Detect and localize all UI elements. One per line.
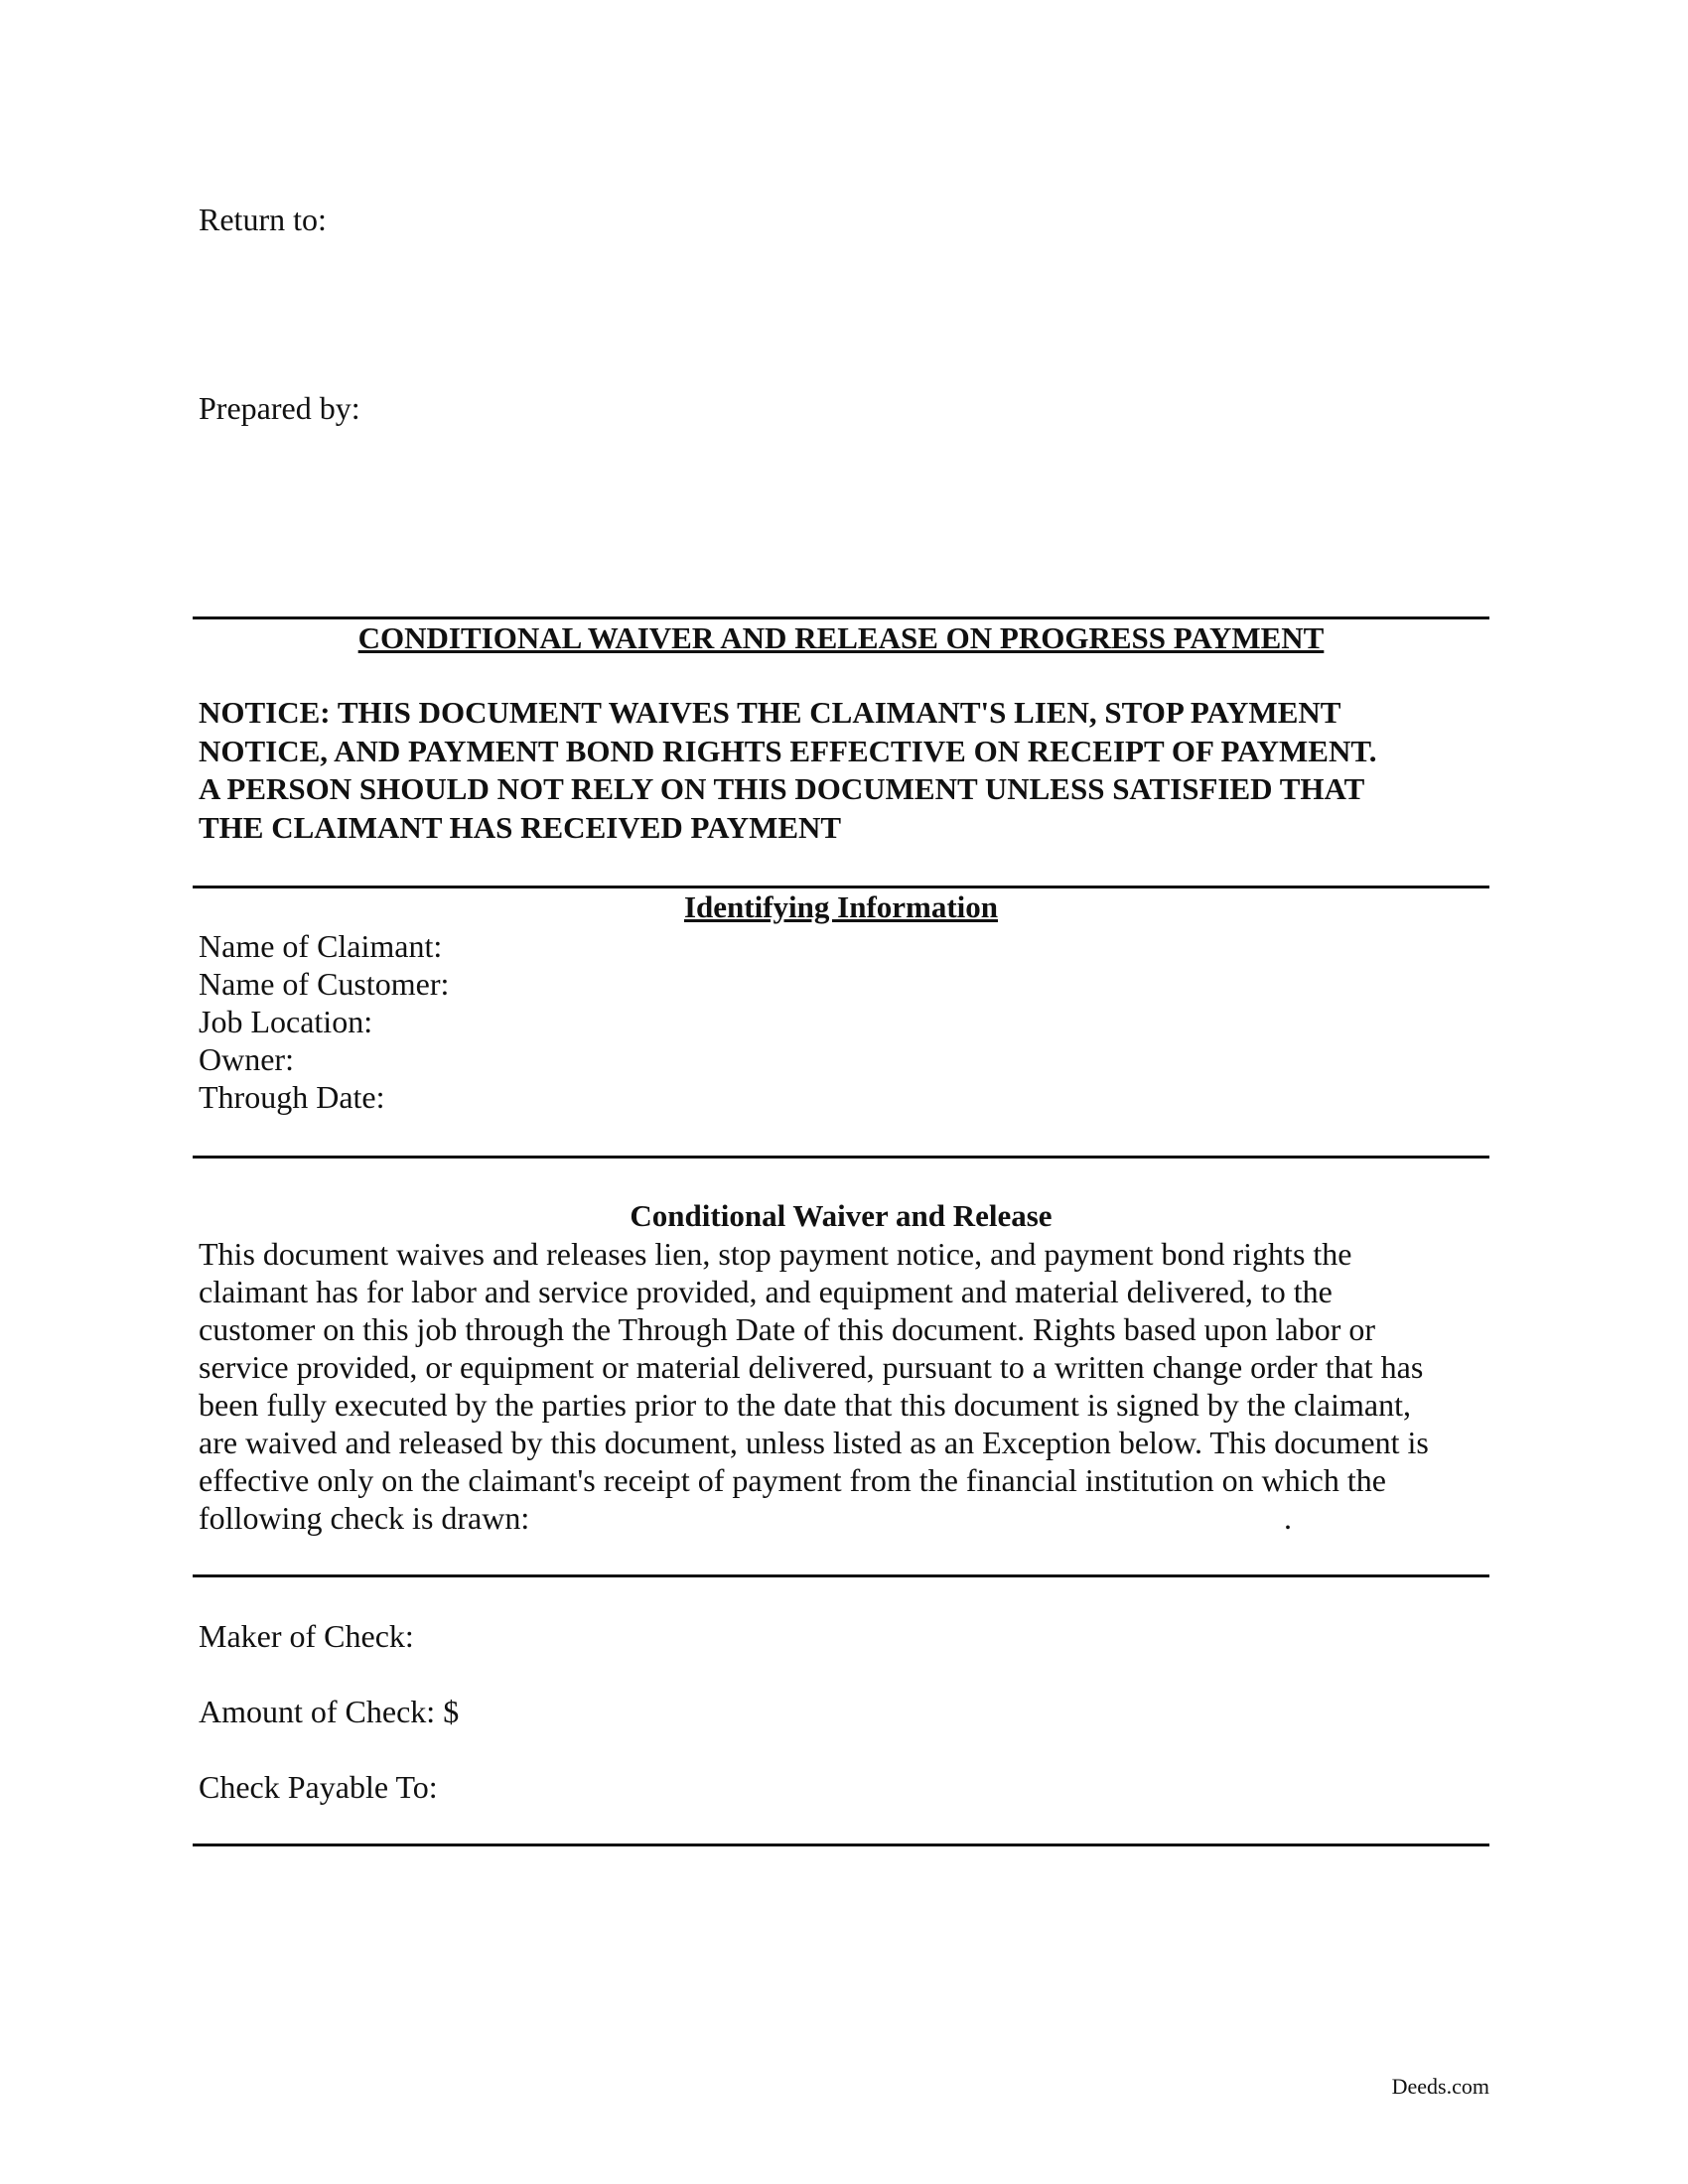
notice-block: [199, 694, 1499, 847]
release-line: been fully executed by the parties prior to the date that this document is signed by the claimant,: [199, 1387, 1411, 1423]
identifying-heading: Identifying Information: [683, 889, 999, 924]
document-title: CONDITIONAL WAIVER AND RELEASE ON PROGRESS PAYMENT: [357, 620, 1325, 655]
release-heading: Conditional Waiver and Release: [630, 1198, 1053, 1233]
identifying-fields: [199, 927, 449, 1116]
through-date-label: Through Date:: [199, 1079, 385, 1115]
notice-line: THE CLAIMANT HAS RECEIVED PAYMENT: [199, 809, 842, 845]
return-to-label: Return to:: [199, 202, 327, 237]
notice-line: A PERSON SHOULD NOT RELY ON THIS DOCUMENT UNLESS SATISFIED THAT: [199, 771, 1365, 806]
maker-of-check-label: Maker of Check:: [199, 1618, 414, 1654]
footer-brand: Deeds.com: [1391, 2074, 1489, 2099]
customer-name-label: Name of Customer:: [199, 966, 450, 1002]
check-payable-to-label: Check Payable To:: [199, 1769, 438, 1805]
divider: [193, 1843, 1489, 1846]
notice-line: NOTICE: THIS DOCUMENT WAIVES THE CLAIMANT'S LIEN, STOP PAYMENT: [199, 695, 1341, 730]
amount-of-check-label: Amount of Check: $: [199, 1694, 460, 1729]
release-line: service provided, or equipment or material delivered, pursuant to a written change order that has: [199, 1349, 1424, 1385]
owner-label: Owner:: [199, 1041, 294, 1077]
release-paragraph: [199, 1235, 1509, 1537]
release-line: are waived and released by this document, unless listed as an Exception below. This document is: [199, 1425, 1429, 1460]
release-line: customer on this job through the Through Date of this document. Rights based upon labor or: [199, 1311, 1376, 1347]
divider: [193, 1156, 1489, 1159]
release-line: effective only on the claimant's receipt of payment from the financial institution on which the: [199, 1462, 1386, 1498]
prepared-by-label: Prepared by:: [199, 390, 360, 426]
job-location-label: Job Location:: [199, 1004, 373, 1039]
notice-line: NOTICE, AND PAYMENT BOND RIGHTS EFFECTIVE ON RECEIPT OF PAYMENT.: [199, 733, 1377, 768]
release-line: This document waives and releases lien, stop payment notice, and payment bond rights the: [199, 1236, 1352, 1272]
release-line: claimant has for labor and service provided, and equipment and material delivered, to the: [199, 1274, 1333, 1309]
claimant-name-label: Name of Claimant:: [199, 928, 443, 964]
divider: [193, 1574, 1489, 1577]
release-line: following check is drawn:: [199, 1500, 530, 1536]
check-blank-period: .: [1284, 1500, 1292, 1536]
